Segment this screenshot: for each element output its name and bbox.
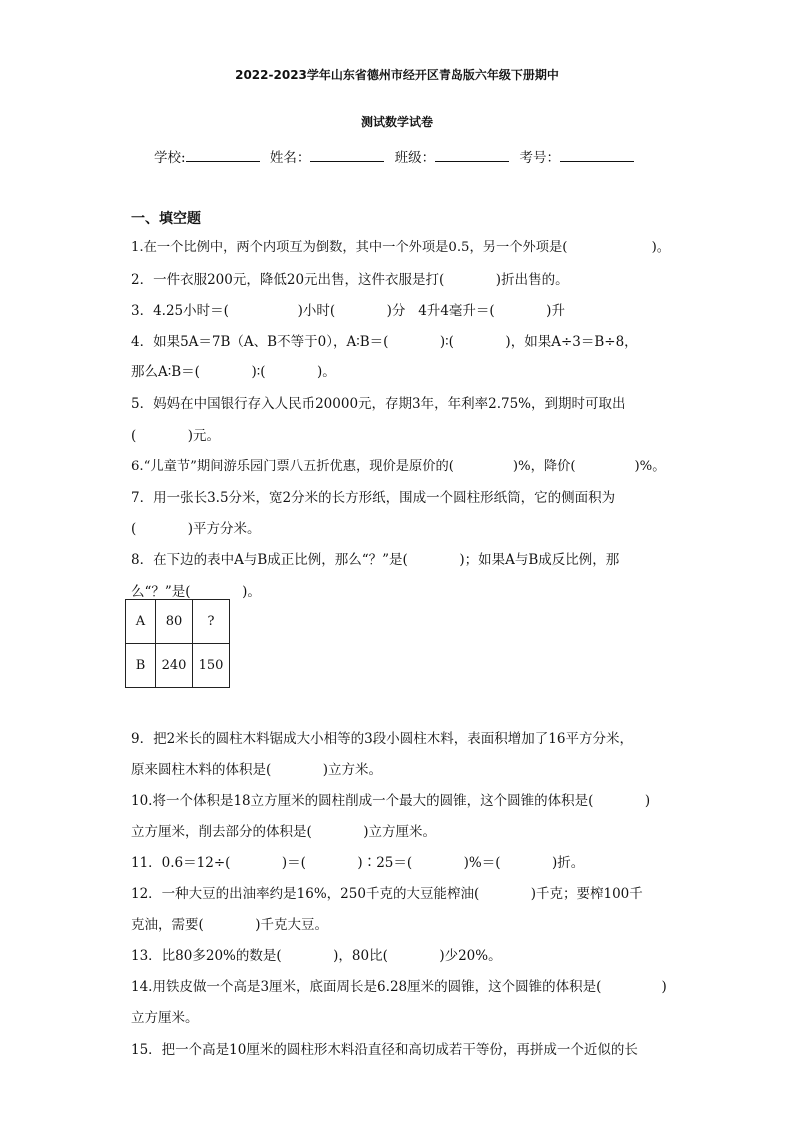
table-cell: B bbox=[126, 644, 156, 688]
question-line: 1.在一个比例中，两个内项互为倒数，其中一个外项是0.5，另一个外项是( )。 bbox=[131, 240, 671, 255]
question-line: 立方厘米，削去部分的体积是( )立方厘米。 bbox=[131, 824, 437, 840]
question-line: 10.将一个体积是18立方厘米的圆柱削成一个最大的圆锥，这个圆锥的体积是( ) bbox=[131, 793, 651, 809]
question-line: 3．4.25小时＝( )小时( )分 4升4毫升＝( )升 bbox=[131, 303, 565, 319]
question-line: 8．在下边的表中A与B成正比例，那么“？”是( )；如果A与B成反比例，那 bbox=[131, 552, 620, 568]
exam-title-line-1: 2022-2023学年山东省德州市经开区青岛版六年级下册期中 bbox=[235, 68, 559, 82]
question-line: 13．比80多20%的数是( )，80比( )少20%。 bbox=[131, 948, 502, 964]
question-line: 么“？”是( )。 bbox=[131, 584, 261, 600]
class-blank[interactable] bbox=[435, 148, 509, 162]
student-info-row bbox=[0, 146, 794, 166]
question-line: 11．0.6＝12÷( )＝( )∶25＝( )%＝( )折。 bbox=[131, 855, 585, 871]
table-cell: 80 bbox=[156, 600, 193, 644]
table-cell: 240 bbox=[156, 644, 193, 688]
question-line: 克油，需要( )千克大豆。 bbox=[131, 917, 329, 933]
proportion-table bbox=[125, 599, 230, 688]
name-blank[interactable] bbox=[310, 148, 384, 162]
exam-no-blank[interactable] bbox=[560, 148, 634, 162]
school-label: 学校: bbox=[154, 150, 186, 166]
table-cell: A bbox=[126, 600, 156, 644]
question-line: 7．用一张长3.5分米，宽2分米的长方形纸，围成一个圆柱形纸筒，它的侧面积为 bbox=[131, 490, 616, 506]
table-row bbox=[126, 644, 230, 688]
section-title: 一、填空题 bbox=[131, 211, 201, 227]
question-line: 14.用铁皮做一个高是3厘米，底面周长是6.28厘米的圆锥，这个圆锥的体积是( ) bbox=[131, 979, 667, 995]
question-line: 6.“儿童节”期间游乐园门票八五折优惠，现价是原价的( )%，降价( )%。 bbox=[131, 459, 666, 474]
question-line: 那么A∶B＝( )∶( )。 bbox=[131, 364, 336, 380]
name-label: 姓名： bbox=[269, 150, 311, 166]
question-line: 12．一种大豆的出油率约是16%，250千克的大豆能榨油( )千克；要榨100千 bbox=[131, 886, 643, 902]
question-line: 9．把2米长的圆柱木料锯成大小相等的3段小圆柱木料，表面积增加了16平方分米， bbox=[131, 731, 633, 747]
class-label: 班级： bbox=[394, 150, 436, 166]
question-line: 2．一件衣服200元，降低20元出售，这件衣服是打( )折出售的。 bbox=[131, 272, 569, 288]
table-cell: 150 bbox=[193, 644, 230, 688]
question-line: ( )元。 bbox=[131, 428, 221, 444]
question-line: 15．把一个高是10厘米的圆柱形木料沿直径和高切成若干等份，再拼成一个近似的长 bbox=[131, 1042, 638, 1058]
exam-no-label: 考号： bbox=[519, 150, 560, 166]
exam-title-line-2: 测试数学试卷 bbox=[360, 115, 433, 129]
question-line: 4．如果5A＝7B（A、B不等于0），A∶B＝( )∶( )，如果A÷3＝B÷8， bbox=[131, 334, 638, 350]
question-line: 立方厘米。 bbox=[131, 1010, 199, 1026]
table-cell: ? bbox=[193, 600, 230, 644]
question-line: 5．妈妈在中国银行存入人民币20000元，存期3年，年利率2.75%，到期时可取出 bbox=[131, 396, 626, 412]
question-line: ( )平方分米。 bbox=[131, 521, 261, 537]
question-line: 原来圆柱木料的体积是( )立方米。 bbox=[131, 762, 383, 778]
school-blank[interactable] bbox=[186, 148, 260, 162]
table-row bbox=[126, 600, 230, 644]
